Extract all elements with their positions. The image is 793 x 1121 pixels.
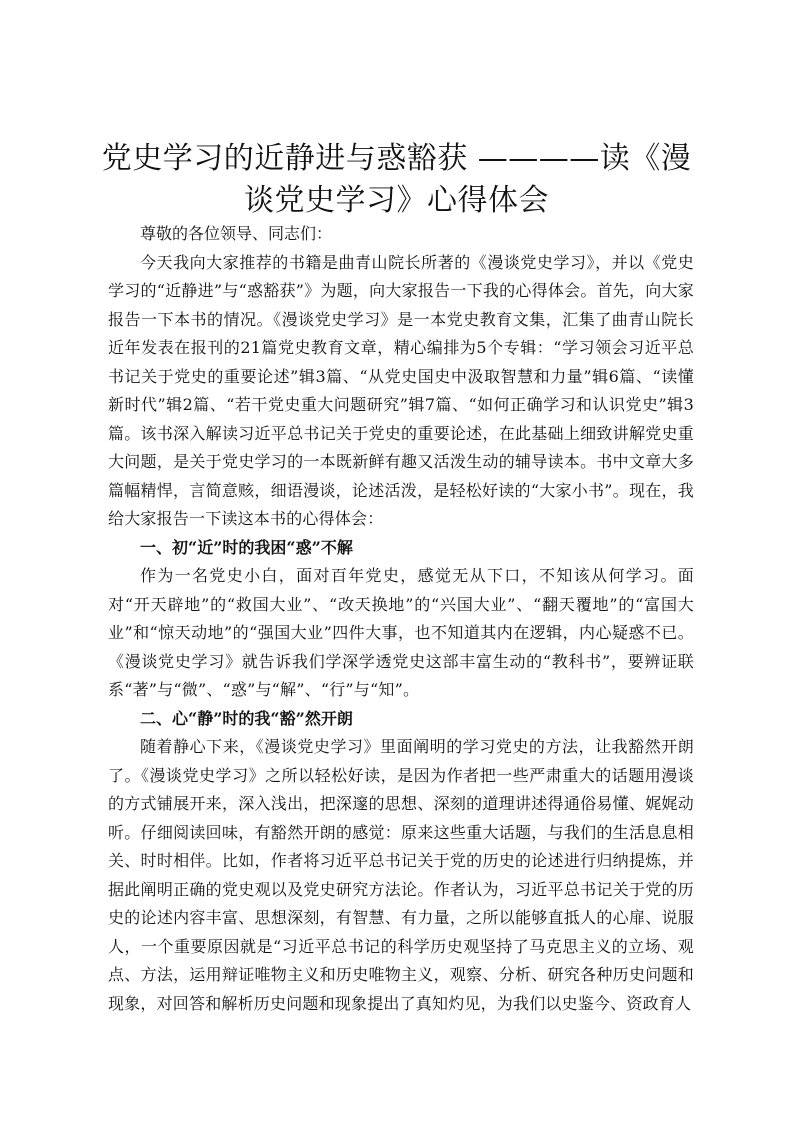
intro-paragraph: 今天我向大家推荐的书籍是曲青山院长所著的《漫谈党史学习》，并以《党史学习的“近静进”与“惑豁获”》为题，向大家报告一下我的心得体会。首先，向大家报告一下本书的情况。《漫谈党史学习》是一本党史教育文集，汇集了曲青山院长近年发表在报刊的21篇党史教育文章，精心编排为5个专辑：“学习领会习近平总书记关于党史的重要论述”辑3篇、“从党史国史中汲取智慧和力量”辑6篇、“读懂新时代”辑2篇、“若干党史重大问题研究”辑7篇、“如何正确学习和认识党史”辑3篇。该书深入解读习近平总书记关于党史的重要论述，在此基础上细致讲解党史重大问题，是关于党史学习的一本既新鲜有趣又活泼生动的辅导读本。书中文章大多篇幅精悍，言简意赅，细语漫谈，论述活泼，是轻松好读的“大家小书”。现在，我给大家报告一下读这本书的心得体会： [108,252,694,528]
salutation: 尊敬的各位领导、同志们： [140,224,333,243]
section-heading-1: 一、初“近”时的我困“惑”不解 [140,537,353,557]
section-paragraph-1: 作为一名党史小白，面对百年党史，感觉无从下口，不知该从何学习。面对“开天辟地”的“救国大业”、“改天换地”的“兴国大业”、“翻天覆地”的“富国大业”和“惊天动地”的“强国大业”四件大事，也不知道其内在逻辑，内心疑惑不已。《漫谈党史学习》就告诉我们学深学透党史这部丰富生动的“教科书”，要辨证联系“著”与“微”、“惑”与“解”、“行”与“知”。 [108,566,694,699]
section-paragraph-2: 随着静心下来，《漫谈党史学习》里面阐明的学习党史的方法，让我豁然开朗了。《漫谈党史学习》之所以轻松好读，是因为作者把一些严肃重大的话题用漫谈的方式铺展开来，深入浅出，把深邃的思想、深刻的道理讲述得通俗易懂、娓娓动听。仔细阅读回味，有豁然开朗的感觉：原来这些重大话题，与我们的生活息息相关、时时相伴。比如，作者将习近平总书记关于党的历史的论述进行归纳提炼，并据此阐明正确的党史观以及党史研究方法论。作者认为，习近平总书记关于党的历史的论述内容丰富、思想深刻，有智慧、有力量，之所以能够直抵人的心扉、说服人，一个重要原因就是“习近平总书记的科学历史观坚持了马克思主义的立场、观点、方法，运用辩证唯物主义和历史唯物主义，观察、分析、研究各种历史问题和现象，对回答和解析历史问题和现象提出了真知灼见，为我们以史鉴今、资政育人 [108,737,694,1013]
document-body [108,220,694,1018]
section-heading-2: 二、心“静”时的我“豁”然开朗 [140,708,353,728]
document-title: 党史学习的近静进与惑豁获 ————读《漫谈党史学习》心得体会 [101,141,692,218]
